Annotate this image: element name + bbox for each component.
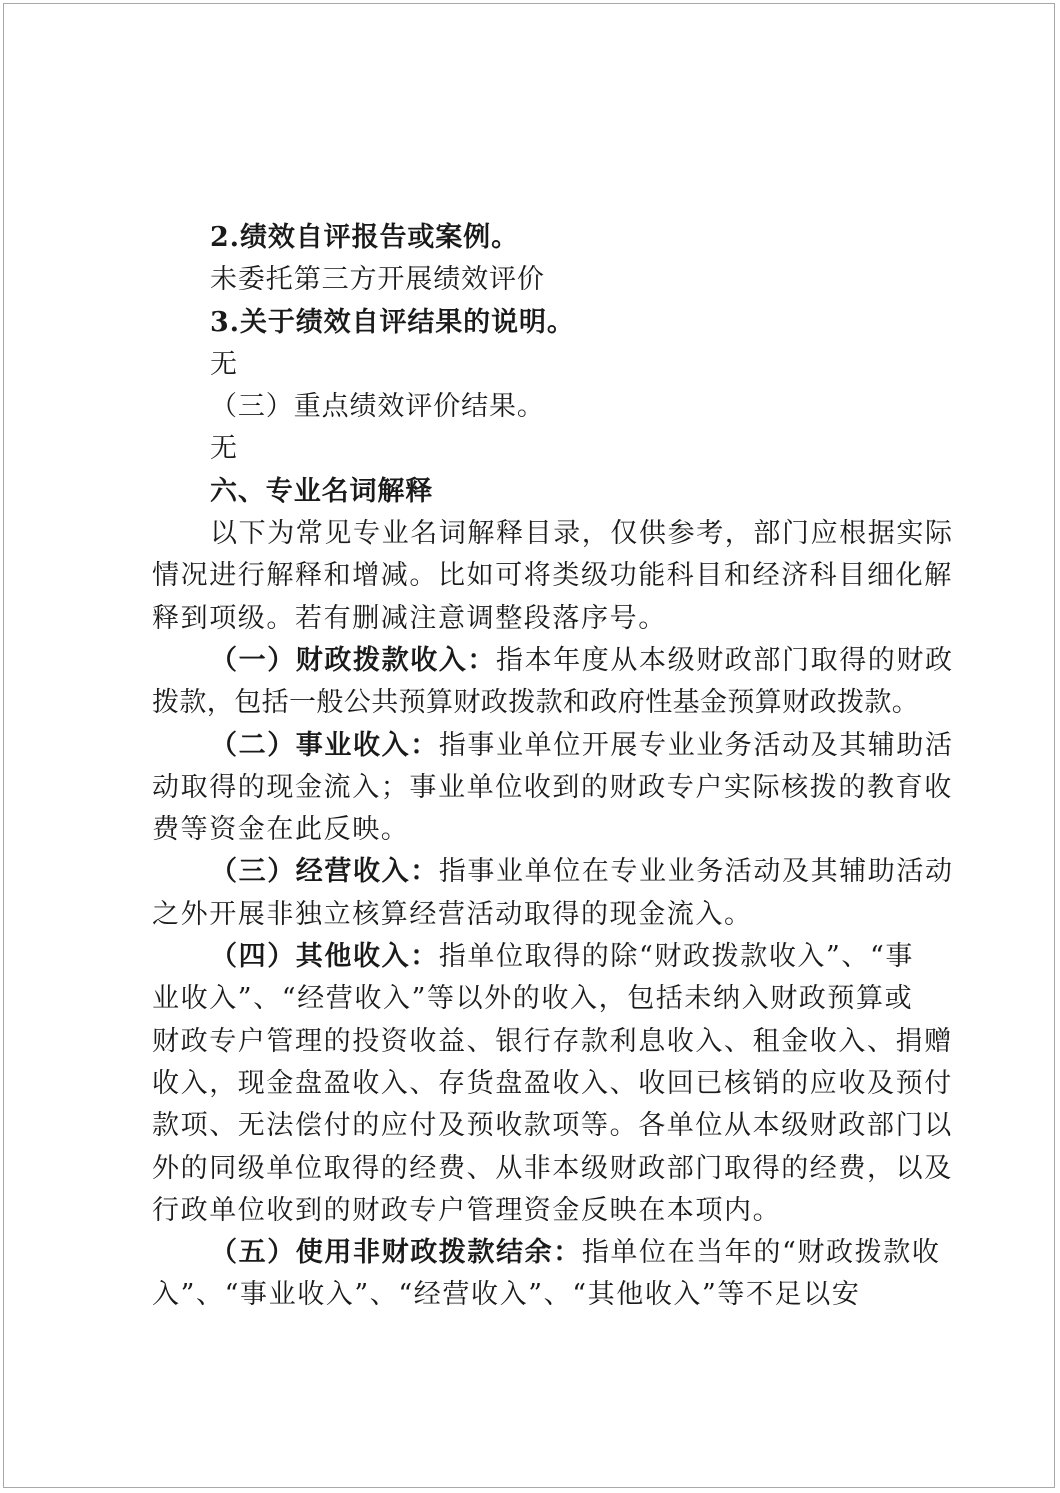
- text-line: 收入，现金盘盈收入、存货盘盈收入、收回已核销的应收及预付: [152, 1067, 953, 1099]
- text-line: （二）事业收入：指事业单位开展专业业务活动及其辅助活: [210, 729, 954, 761]
- text-line: 外的同级单位取得的经费、从非本级财政部门取得的经费，以及: [152, 1152, 953, 1184]
- paragraph-intro: [152, 513, 954, 640]
- text-line: 款项、无法偿付的应付及预收款项等。各单位从本级财政部门以: [152, 1110, 953, 1142]
- text-line: （五）使用非财政拨款结余：指单位在当年的“财政拨款收: [210, 1237, 941, 1269]
- text-line: （三）经营收入：指事业单位在专业业务活动及其辅助活动: [210, 856, 954, 888]
- text-line: 释到项级。若有删减注意调整段落序号。: [152, 602, 667, 634]
- text-line: 无: [210, 348, 238, 380]
- text-line: 情况进行解释和增减。比如可将类级功能科目和经济科目细化解: [152, 560, 953, 592]
- paragraph-term-operating-income: [152, 851, 954, 936]
- paragraph-term-fiscal-appropriation: [152, 640, 954, 725]
- text-line: 以下为常见专业名词解释目录，仅供参考，部门应根据实际: [210, 518, 954, 550]
- text-line: 财政专户管理的投资收益、银行存款利息收入、租金收入、捐赠: [152, 1025, 953, 1057]
- page: [3, 3, 1055, 1488]
- text-line: 之外开展非独立核算经营活动取得的现金流入。: [152, 898, 753, 930]
- document-body: [152, 217, 954, 1317]
- section-heading-terminology: 六、专业名词解释: [210, 475, 434, 507]
- text-line: （一）财政拨款收入：指本年度从本级财政部门取得的财政: [210, 644, 954, 676]
- paragraph-term-non-fiscal-surplus: [152, 1232, 941, 1317]
- paragraph-term-other-income: [152, 936, 953, 1232]
- heading-self-evaluation-results: 3.关于绩效自评结果的说明。: [210, 306, 575, 338]
- paragraph-term-business-income: [152, 725, 954, 852]
- text-line: 动取得的现金流入；事业单位收到的财政专户实际核拨的教育收: [152, 771, 953, 803]
- text-line: 费等资金在此反映。: [152, 814, 410, 846]
- text-line: 拨款，包括一般公共预算财政拨款和政府性基金预算财政拨款。: [152, 687, 920, 719]
- text-line: 行政单位收到的财政专户管理资金反映在本项内。: [152, 1194, 782, 1226]
- text-line: 入”、“事业收入”、“经营收入”、“其他收入”等不足以安: [152, 1279, 861, 1311]
- heading-self-evaluation-report: 2.绩效自评报告或案例。: [210, 222, 519, 253]
- text-line: 业收入”、“经营收入”等以外的收入，包括未纳入财政预算或: [152, 983, 914, 1015]
- text-line: （四）其他收入：指单位取得的除“财政拨款收入”、“事: [210, 941, 915, 973]
- text-line: 未委托第三方开展绩效评价: [210, 264, 545, 296]
- subheading-key-evaluation: （三）重点绩效评价结果。: [210, 391, 545, 423]
- text-line: 无: [210, 433, 238, 465]
